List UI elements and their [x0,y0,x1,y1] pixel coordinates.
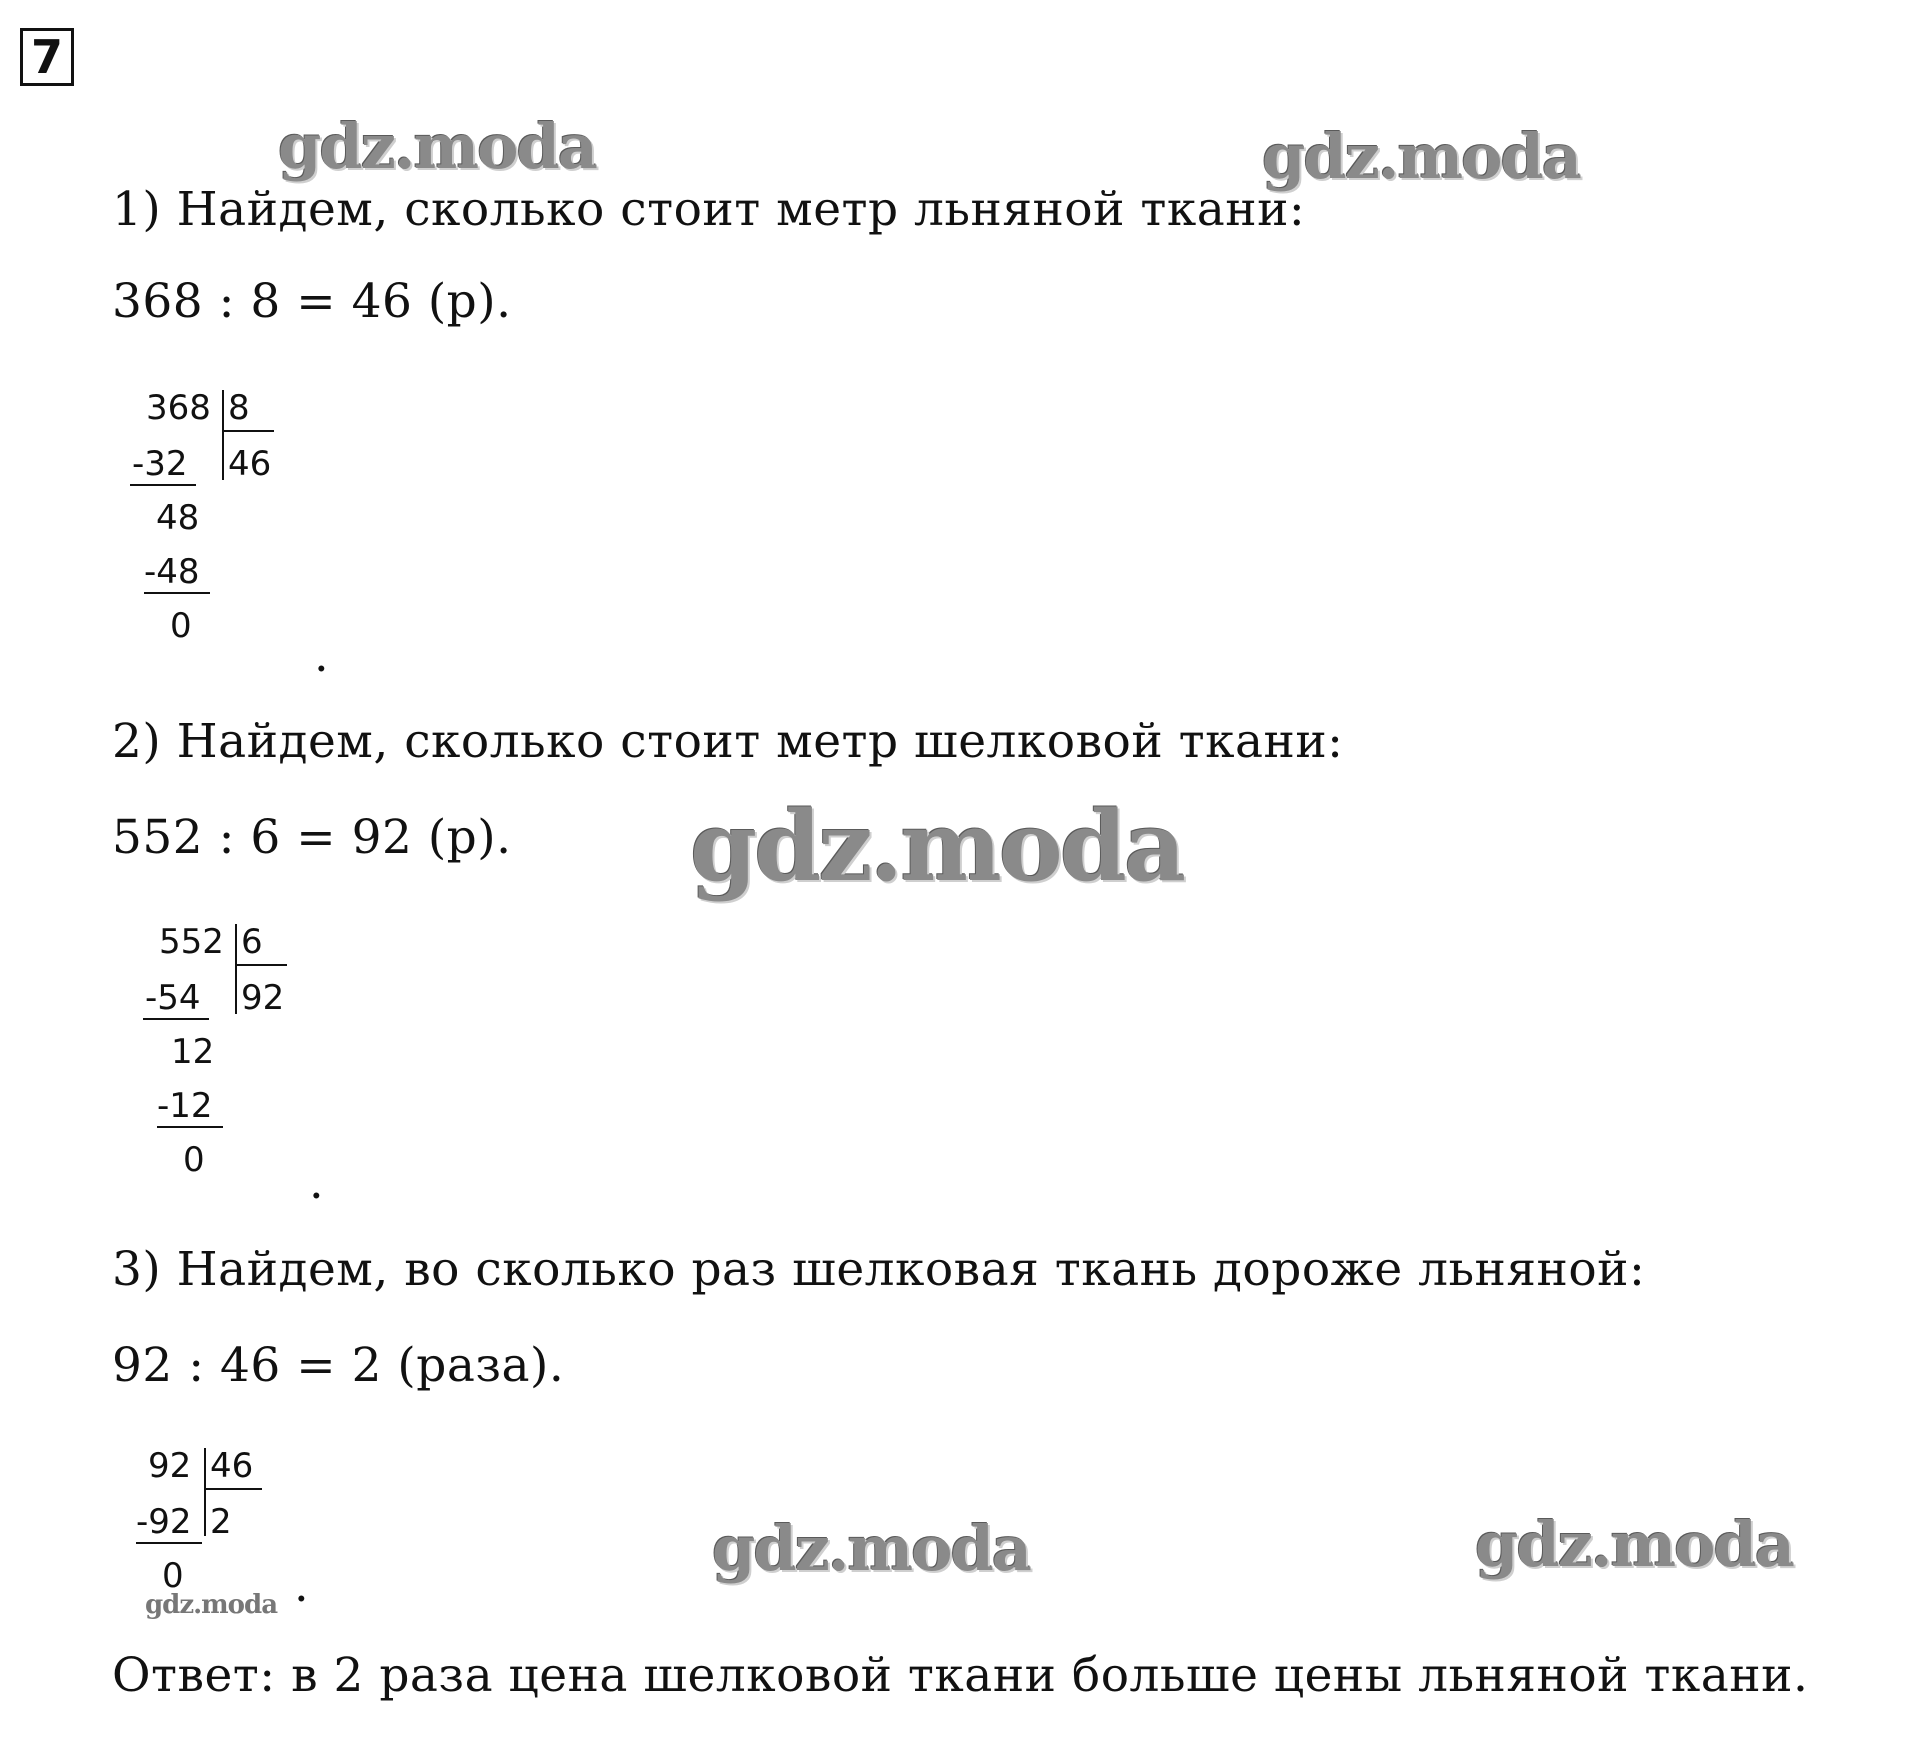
watermark-top-left: gdz.moda [278,110,596,183]
quotient: 46 [228,444,272,484]
final-remainder: 0 [162,1556,184,1596]
step-2-equation: 552 : 6 = 92 (р). [112,810,512,865]
step-3-period: . [294,1558,309,1612]
step-1-equation: 368 : 8 = 46 (р). [112,274,512,329]
step-3-heading: 3) Найдем, во сколько раз шелковая ткань дороже льняной: [112,1242,1646,1297]
division-vertical-line [204,1448,206,1536]
subtrahend-row: -48 [144,552,200,592]
subtrahend-row: -92 [136,1502,192,1542]
division-horizontal-line [235,964,287,966]
underline [157,1126,223,1128]
underline [143,1018,209,1020]
division-horizontal-line [222,430,274,432]
remainder-row: 48 [156,498,200,538]
step-1-period: . [314,628,329,682]
step-2-heading: 2) Найдем, сколько стоит метр шелковой ткани: [112,714,1344,769]
step-2-period: . [309,1155,324,1209]
underline [130,484,196,486]
quotient: 92 [241,978,285,1018]
final-remainder: 0 [183,1140,205,1180]
divisor: 46 [210,1446,254,1486]
subtrahend-row: -54 [145,978,201,1018]
step-1-heading: 1) Найдем, сколько стоит метр льняной ткани: [112,182,1306,237]
division-vertical-line [235,924,237,1014]
subtrahend-row: -32 [132,444,188,484]
watermark-top-right: gdz.moda [1262,120,1580,193]
subtrahend-row: -12 [157,1086,213,1126]
task-number: 7 [20,28,74,86]
step-3-equation: 92 : 46 = 2 (раза). [112,1338,565,1393]
quotient: 2 [210,1502,232,1542]
dividend: 552 [159,922,224,962]
dividend: 92 [148,1446,192,1486]
watermark-tiny: gdz.moda [145,1590,278,1620]
underline [144,592,210,594]
division-vertical-line [222,390,224,480]
underline [136,1542,202,1544]
final-remainder: 0 [170,606,192,646]
divisor: 6 [241,922,263,962]
divisor: 8 [228,388,250,428]
answer-text: Ответ: в 2 раза цена шелковой ткани больше цены льняной ткани. [112,1648,1809,1703]
remainder-row: 12 [171,1032,215,1072]
watermark-center: gdz.moda [690,790,1184,903]
dividend: 368 [146,388,211,428]
division-horizontal-line [204,1488,262,1490]
watermark-bottom-center: gdz.moda [712,1512,1030,1585]
watermark-bottom-right: gdz.moda [1475,1508,1793,1581]
